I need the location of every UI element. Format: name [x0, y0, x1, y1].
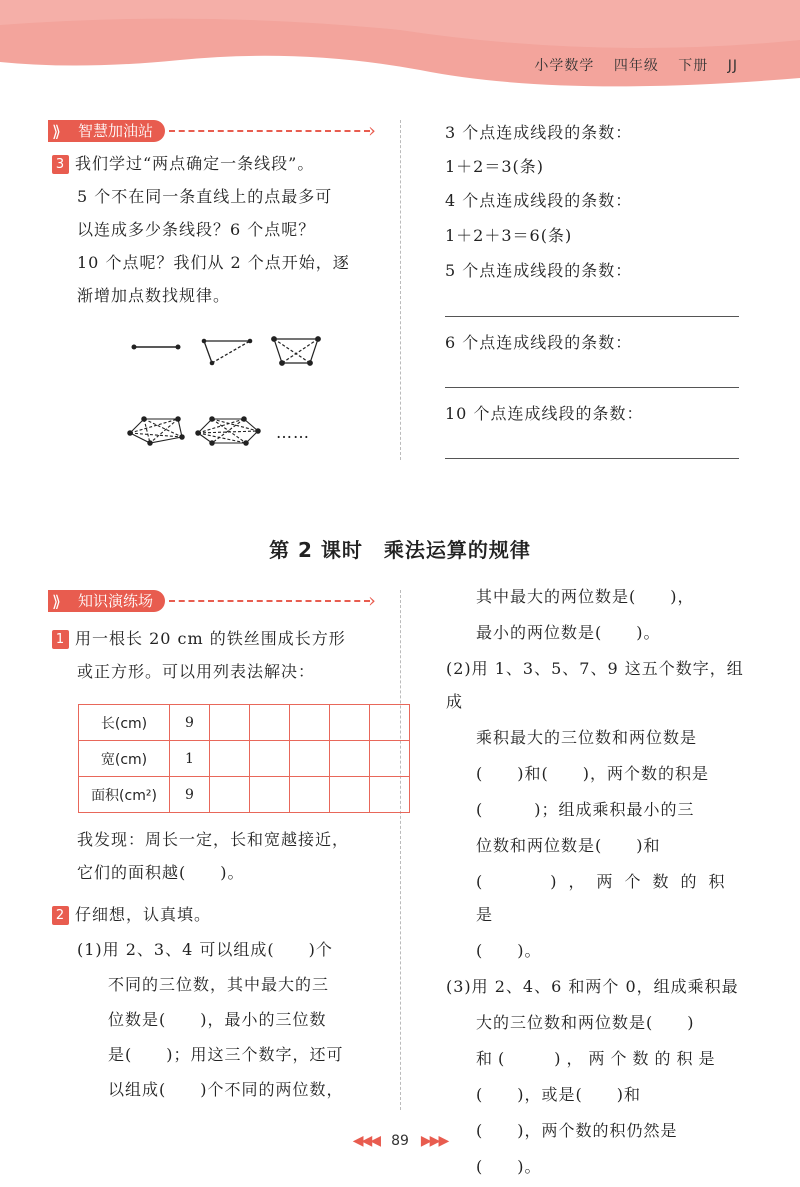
segment-line: 3 个点连成线段的条数：	[445, 123, 633, 142]
q2-right-line: (3)用 2、4、6 和两个 0，组成乘积最	[446, 977, 739, 996]
table-cell[interactable]	[290, 705, 330, 741]
table-cell[interactable]	[290, 741, 330, 777]
table-row	[79, 741, 410, 777]
q2-right-line: 最小的两位数是( )。	[476, 623, 661, 642]
segment-line: 4 个点连成线段的条数：	[445, 191, 633, 210]
right-column-q2	[446, 580, 756, 1183]
diagram-3-points	[202, 339, 253, 366]
page-footer	[0, 1133, 800, 1149]
table-cell[interactable]	[330, 741, 370, 777]
table-cell[interactable]	[370, 777, 410, 813]
table-cell[interactable]	[370, 705, 410, 741]
table-row	[79, 777, 410, 813]
section-banner-zhihui	[48, 118, 370, 144]
runner-icon: ⟫	[52, 592, 61, 611]
table-cell[interactable]	[210, 777, 250, 813]
table-cell[interactable]	[330, 705, 370, 741]
rectangle-table	[78, 704, 410, 813]
answer-line-5[interactable]	[445, 316, 739, 317]
answer-line-6[interactable]	[445, 387, 739, 388]
header-subject: 小学数学	[534, 58, 595, 74]
segment-line: 5 个点连成线段的条数：	[445, 261, 633, 280]
question-3	[52, 147, 382, 312]
diagram-ellipsis: ……	[276, 423, 310, 442]
table-cell[interactable]	[250, 705, 290, 741]
table-cell[interactable]	[210, 741, 250, 777]
diagram-6-points	[196, 417, 260, 445]
q2-right-line: ( )；组成乘积最小的三	[476, 800, 695, 819]
q2-1-line: (1)用 2、3、4 可以组成( )个	[77, 940, 333, 959]
q1-conclusion-line: 它们的面积越( )。	[77, 863, 245, 882]
q2-right-line: ( )和( )，两个数的积是	[476, 764, 709, 783]
row-label: 长(cm)	[79, 705, 170, 741]
q3-line: 5 个不在同一条直线上的点最多可	[77, 187, 333, 206]
q3-line: 我们学过“两点确定一条线段”。	[75, 154, 315, 173]
q2-right-line: 大的三位数和两位数是( )	[476, 1013, 695, 1032]
q2-title: 仔细想，认真填。	[75, 905, 212, 924]
q2-right-line: ( )，两个数的积仍然是	[476, 1121, 678, 1140]
table-cell[interactable]	[250, 777, 290, 813]
question-2	[52, 898, 392, 1106]
header-band	[0, 0, 800, 95]
q2-right-line: 位数和两位数是( )和	[476, 836, 661, 855]
q1-line: 用一根长 20 cm 的铁丝围成长方形	[75, 629, 346, 648]
diagram-2-points	[132, 345, 181, 350]
question-number-badge: 2	[52, 906, 69, 925]
section-banner-zhishi	[48, 588, 370, 614]
q2-1-line: 不同的三位数，其中最大的三	[108, 975, 330, 994]
q2-1-line: 是( )；用这三个数字，还可	[108, 1045, 344, 1064]
question-number-badge: 3	[52, 155, 69, 174]
q3-line: 以连成多少条线段？6 个点呢？	[77, 220, 316, 239]
table-cell[interactable]	[290, 777, 330, 813]
q2-right-line: ( )，或是( )和	[476, 1085, 641, 1104]
table-cell[interactable]	[330, 777, 370, 813]
banner-label: 知识演练场	[78, 592, 154, 610]
q3-line: 渐增加点数找规律。	[77, 286, 231, 305]
left-arrows-icon: ◀◀◀	[352, 1133, 380, 1149]
q3-line: 10 个点呢？我们从 2 个点开始，逐	[77, 253, 350, 272]
table-cell: 1	[170, 741, 210, 777]
runner-icon: ⟫	[52, 122, 61, 141]
table-cell[interactable]	[370, 741, 410, 777]
column-divider-bottom	[400, 590, 401, 1110]
question-1	[52, 622, 382, 688]
q1-line: 或正方形。可以用列表法解决：	[77, 662, 316, 681]
q2-right-line: 乘积最大的三位数和两位数是	[476, 728, 698, 747]
table-cell[interactable]	[210, 705, 250, 741]
q2-right-line: ( )。	[476, 941, 542, 960]
segment-line: 1＋2＝3(条)	[445, 157, 545, 176]
table-cell: 9	[170, 777, 210, 813]
banner-label: 智慧加油站	[78, 122, 154, 140]
column-divider-top	[400, 120, 401, 460]
q2-right-line: ( )，两个数的积是	[476, 872, 737, 924]
header-info	[520, 55, 738, 75]
lesson-title: 第 2 课时 乘法运算的规律	[269, 538, 531, 562]
q1-conclusion-line: 我发现：周长一定，长和宽越接近，	[77, 830, 350, 849]
row-label: 宽(cm)	[79, 741, 170, 777]
page-number: 89	[391, 1133, 409, 1149]
header-edition: JJ	[727, 58, 738, 74]
q2-1-line: 以组成( )个不同的两位数，	[108, 1080, 344, 1099]
segment-line: 1＋2＋3＝6(条)	[445, 226, 573, 245]
q2-1-line: 位数是( )，最小的三位数	[108, 1010, 327, 1029]
table-cell[interactable]	[250, 741, 290, 777]
segment-line: 10 个点连成线段的条数：	[445, 404, 644, 423]
row-label: 面积(cm²)	[79, 777, 170, 813]
q2-right-line: ( )。	[476, 1157, 542, 1176]
table-cell: 9	[170, 705, 210, 741]
answer-line-10[interactable]	[445, 458, 739, 459]
q1-conclusion	[77, 823, 387, 889]
q2-right-line: 其中最大的两位数是( )，	[476, 587, 695, 606]
right-arrows-icon: ▶▶▶	[420, 1133, 448, 1149]
question-number-badge: 1	[52, 630, 69, 649]
q2-right-line: 和( )，两个数的积是	[476, 1049, 721, 1068]
diagram-5-points	[128, 417, 184, 445]
segment-line: 6 个点连成线段的条数：	[445, 333, 633, 352]
header-volume: 下册	[678, 58, 709, 74]
diagram-4-points	[272, 337, 321, 366]
table-row	[79, 705, 410, 741]
header-grade: 四年级	[613, 58, 659, 74]
q2-right-line: (2)用 1、3、5、7、9 这五个数字，组成	[446, 659, 744, 711]
